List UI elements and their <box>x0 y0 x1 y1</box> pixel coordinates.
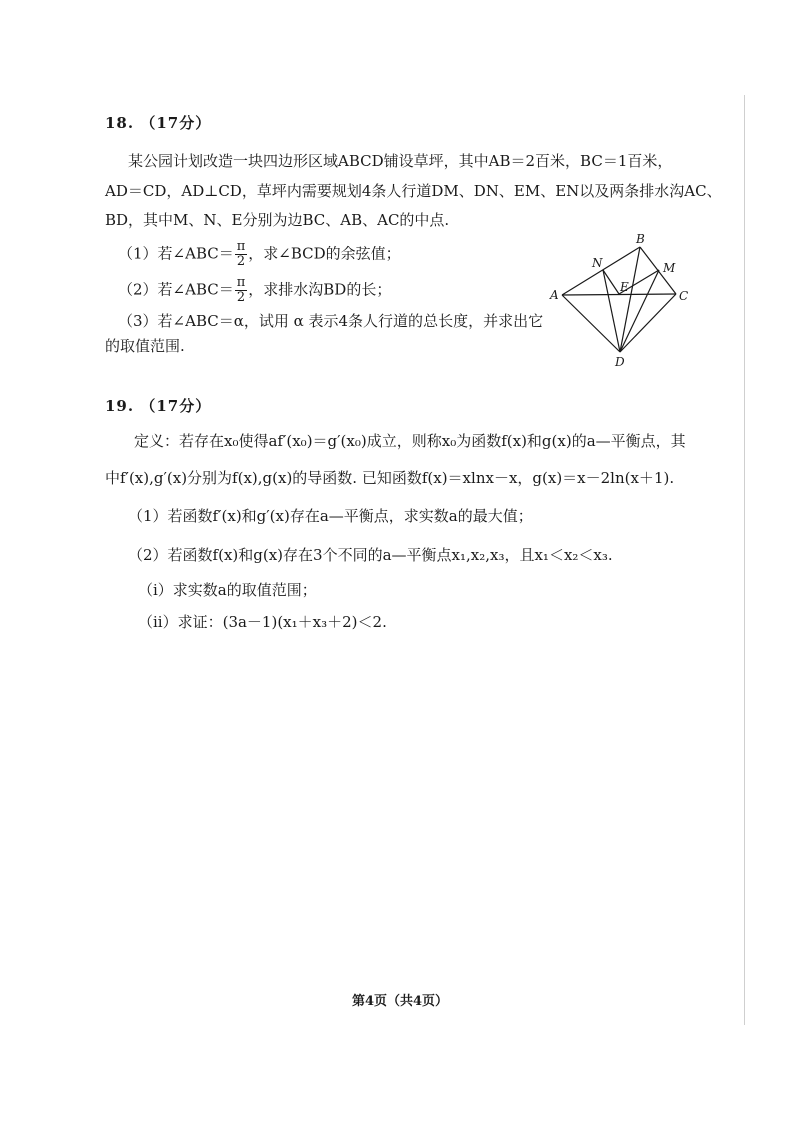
problem-19-q1: （1）若函数f′(x)和g′(x)存在a—平衡点，求实数a的最大值； <box>128 507 533 525</box>
q1-suffix: ，求∠BCD的余弦值； <box>248 244 401 263</box>
problem-19-q2: （2）若函数f(x)和g(x)存在3个不同的a—平衡点x₁,x₂,x₃，且x₁＜x₂＜x₃. <box>128 546 613 564</box>
q2-prefix: （2）若∠ABC＝ <box>118 280 234 299</box>
problem-18-q3: （3）若∠ABC＝α，试用 α 表示4条人行道的总长度，并求出它 <box>118 312 544 330</box>
problem-18-line-2: AD＝CD，AD⊥CD，草坪内需要规划4条人行道DM、DN、EM、EN以及两条排水沟AC、 <box>105 182 722 200</box>
q2-suffix: ，求排水沟BD的长； <box>248 280 392 299</box>
page-footer: 第4页（共4页） <box>351 994 449 1009</box>
label-a: A <box>550 288 559 302</box>
problem-18-q2 <box>118 276 391 305</box>
fraction-numerator: π <box>236 275 246 290</box>
pi-over-2-fraction <box>235 240 248 269</box>
label-e: E <box>620 280 629 294</box>
edge-cd <box>620 294 676 352</box>
fraction-denominator: 2 <box>236 254 246 269</box>
edge-da <box>562 295 620 352</box>
problem-19-definition-2: 中f′(x),g′(x)分别为f(x),g(x)的导函数. 已知函数f(x)＝xlnx－x，g(x)＝x－2ln(x＋1). <box>105 469 675 487</box>
label-n: N <box>592 256 603 270</box>
quadrilateral-figure <box>548 232 708 372</box>
problem-18-q3-continued: 的取值范围. <box>105 337 185 355</box>
problem-19-q2-ii: （ii）求证：(3a－1)(x₁＋x₃＋2)＜2. <box>138 613 387 631</box>
ditch-bd <box>620 247 640 352</box>
fraction-denominator: 2 <box>236 290 246 305</box>
problem-18-header: 18. （17分） <box>105 114 212 132</box>
label-b: B <box>636 232 645 246</box>
problem-18-q1 <box>118 240 401 269</box>
q1-prefix: （1）若∠ABC＝ <box>118 244 234 263</box>
problem-18-line-1: 某公园计划改造一块四边形区域ABCD铺设草坪，其中AB＝2百米，BC＝1百米， <box>128 152 673 170</box>
page-edge-rule <box>744 95 745 1025</box>
problem-19-q2-i: （i）求实数a的取值范围； <box>138 581 317 599</box>
problem-18-line-3: BD，其中M、N、E分别为边BC、AB、AC的中点. <box>105 211 450 229</box>
problem-19-header: 19. （17分） <box>105 397 212 415</box>
ditch-ac <box>562 294 676 295</box>
label-m: M <box>663 261 676 275</box>
fraction-numerator: π <box>236 239 246 254</box>
pi-over-2-fraction <box>235 276 248 305</box>
label-c: C <box>679 289 689 303</box>
problem-19-definition-1: 定义：若存在x₀使得af′(x₀)＝g′(x₀)成立，则称x₀为函数f(x)和g(x)的a—平衡点，其 <box>134 432 686 450</box>
label-d: D <box>615 355 625 369</box>
